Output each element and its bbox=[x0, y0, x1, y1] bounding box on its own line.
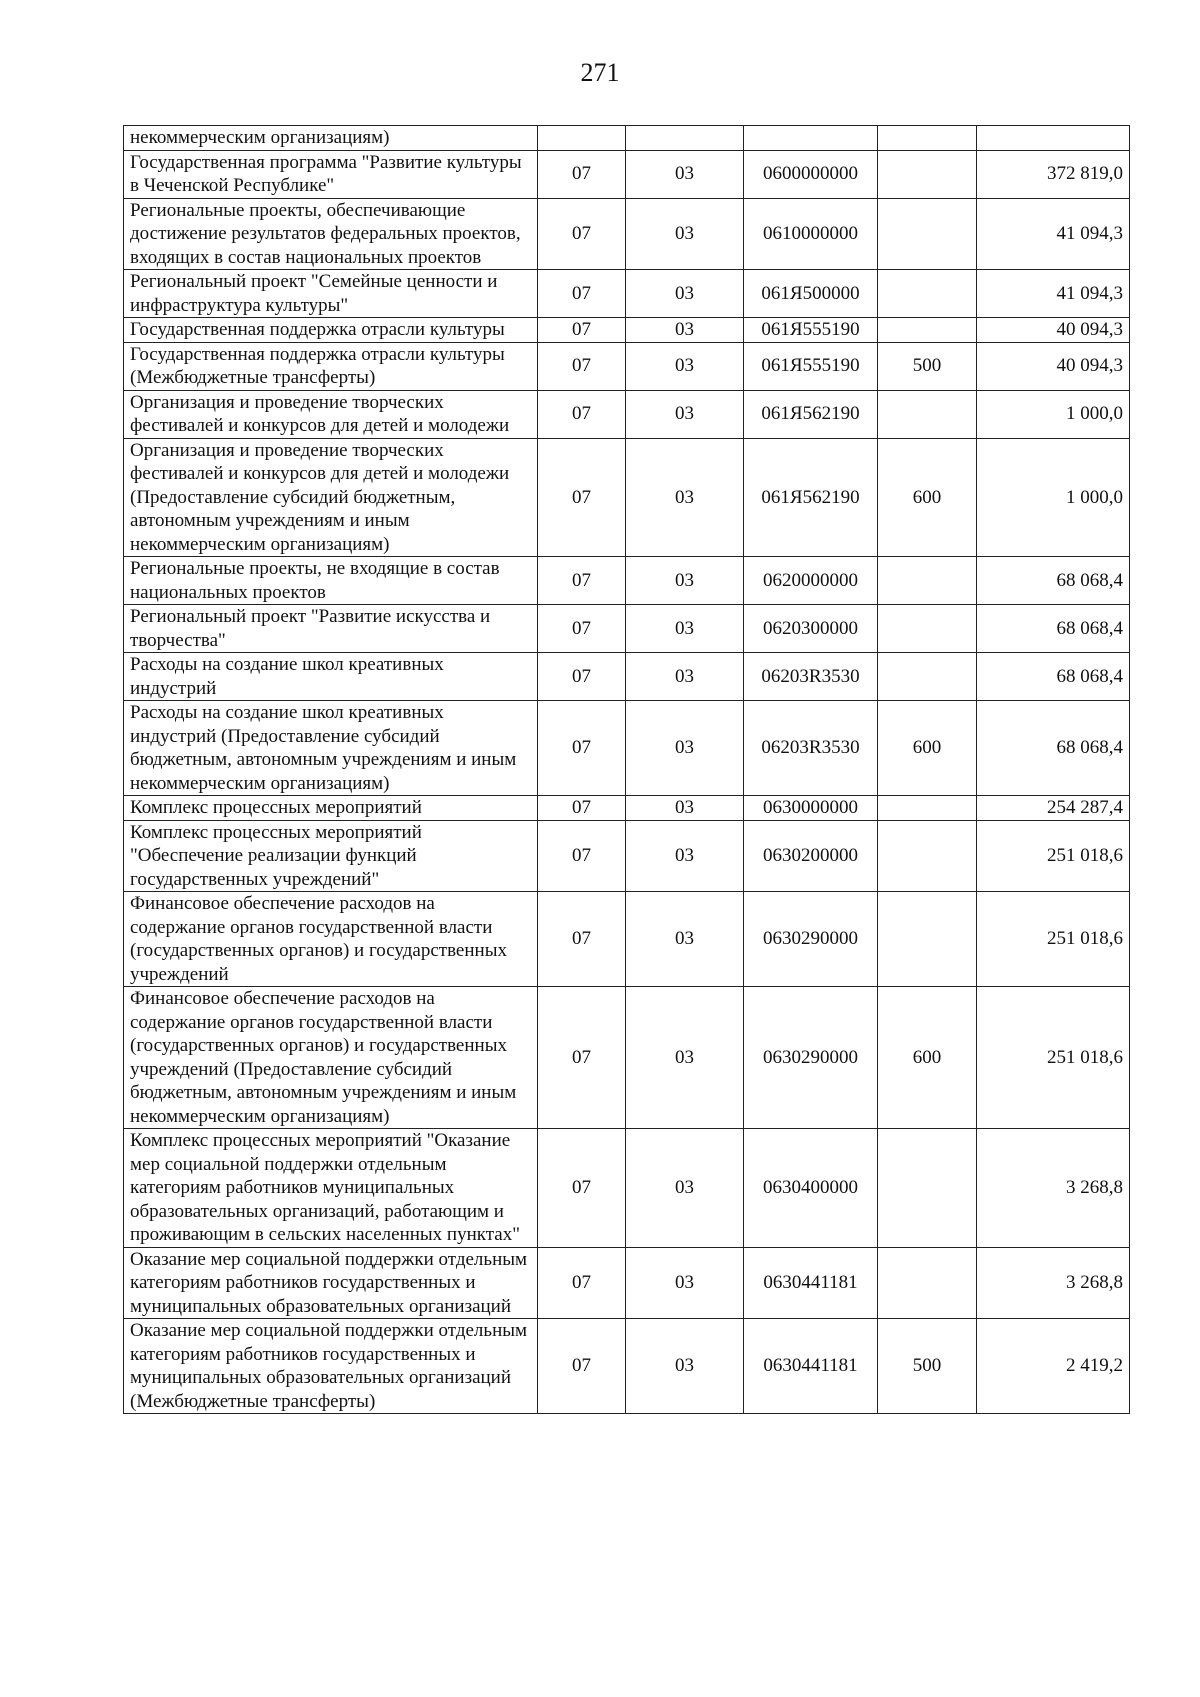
row-subsection-cell: 03 bbox=[626, 1129, 744, 1248]
row-amount-cell: 68 068,4 bbox=[977, 605, 1130, 653]
row-amount-cell: 251 018,6 bbox=[977, 820, 1130, 892]
row-name-cell: Финансовое обеспечение расходов на содержание органов государственной власти (государственных органов) и государственных учреждений (Предоставление субсидий бюджетным, автономным учреждениям и иным некоммерческим организациям) bbox=[124, 987, 538, 1129]
row-target-article-cell: 0610000000 bbox=[744, 198, 878, 270]
table-row bbox=[124, 318, 1130, 343]
table-row bbox=[124, 342, 1130, 390]
row-name-cell: Комплекс процессных мероприятий bbox=[124, 796, 538, 821]
row-target-article-cell: 0630000000 bbox=[744, 796, 878, 821]
row-name-cell: Региональные проекты, обеспечивающие достижение результатов федеральных проектов, входящих в состав национальных проектов bbox=[124, 198, 538, 270]
row-expense-type-cell: 500 bbox=[878, 342, 977, 390]
row-target-article-cell: 0630441181 bbox=[744, 1247, 878, 1319]
row-name-cell: Оказание мер социальной поддержки отдельным категориям работников государственных и муниципальных образовательных организаций (Межбюджетные трансферты) bbox=[124, 1319, 538, 1414]
row-expense-type-cell bbox=[878, 198, 977, 270]
row-amount-cell: 68 068,4 bbox=[977, 701, 1130, 796]
row-amount-cell: 254 287,4 bbox=[977, 796, 1130, 821]
budget-table-body bbox=[124, 126, 1130, 1414]
table-row bbox=[124, 987, 1130, 1129]
table-row bbox=[124, 150, 1130, 198]
table-row bbox=[124, 820, 1130, 892]
row-amount-cell bbox=[977, 126, 1130, 151]
row-target-article-cell bbox=[744, 126, 878, 151]
row-subsection-cell: 03 bbox=[626, 198, 744, 270]
row-expense-type-cell bbox=[878, 796, 977, 821]
row-name-cell: Оказание мер социальной поддержки отдельным категориям работников государственных и муниципальных образовательных организаций bbox=[124, 1247, 538, 1319]
table-row bbox=[124, 557, 1130, 605]
table-row bbox=[124, 1319, 1130, 1414]
table-row bbox=[124, 1129, 1130, 1248]
row-amount-cell: 251 018,6 bbox=[977, 892, 1130, 987]
table-row bbox=[124, 701, 1130, 796]
table-row bbox=[124, 198, 1130, 270]
row-expense-type-cell bbox=[878, 557, 977, 605]
row-section-cell: 07 bbox=[538, 1247, 626, 1319]
row-amount-cell: 3 268,8 bbox=[977, 1129, 1130, 1248]
row-expense-type-cell bbox=[878, 390, 977, 438]
row-amount-cell: 40 094,3 bbox=[977, 342, 1130, 390]
table-row bbox=[124, 605, 1130, 653]
row-subsection-cell: 03 bbox=[626, 796, 744, 821]
row-subsection-cell: 03 bbox=[626, 820, 744, 892]
row-subsection-cell: 03 bbox=[626, 390, 744, 438]
row-target-article-cell: 061Я562190 bbox=[744, 390, 878, 438]
row-section-cell: 07 bbox=[538, 653, 626, 701]
row-section-cell: 07 bbox=[538, 892, 626, 987]
row-amount-cell: 251 018,6 bbox=[977, 987, 1130, 1129]
row-section-cell: 07 bbox=[538, 701, 626, 796]
row-expense-type-cell: 600 bbox=[878, 701, 977, 796]
row-name-cell: Расходы на создание школ креативных индустрий (Предоставление субсидий бюджетным, автономным учреждениям и иным некоммерческим организациям) bbox=[124, 701, 538, 796]
row-amount-cell: 372 819,0 bbox=[977, 150, 1130, 198]
row-amount-cell: 41 094,3 bbox=[977, 198, 1130, 270]
row-name-cell: Организация и проведение творческих фестивалей и конкурсов для детей и молодежи (Предоставление субсидий бюджетным, автономным учреждениям и иным некоммерческим организациям) bbox=[124, 438, 538, 557]
row-expense-type-cell bbox=[878, 892, 977, 987]
budget-table bbox=[123, 125, 1130, 1414]
row-amount-cell: 1 000,0 bbox=[977, 390, 1130, 438]
row-target-article-cell: 06203R3530 bbox=[744, 653, 878, 701]
row-subsection-cell: 03 bbox=[626, 270, 744, 318]
row-target-article-cell: 0620000000 bbox=[744, 557, 878, 605]
row-name-cell: Региональный проект "Развитие искусства и творчества" bbox=[124, 605, 538, 653]
row-target-article-cell: 0600000000 bbox=[744, 150, 878, 198]
row-expense-type-cell bbox=[878, 820, 977, 892]
row-name-cell: Расходы на создание школ креативных индустрий bbox=[124, 653, 538, 701]
row-name-cell: Региональный проект "Семейные ценности и инфраструктура культуры" bbox=[124, 270, 538, 318]
row-section-cell: 07 bbox=[538, 557, 626, 605]
row-target-article-cell: 061Я555190 bbox=[744, 342, 878, 390]
table-row bbox=[124, 270, 1130, 318]
row-subsection-cell: 03 bbox=[626, 342, 744, 390]
row-subsection-cell: 03 bbox=[626, 987, 744, 1129]
row-target-article-cell: 0620300000 bbox=[744, 605, 878, 653]
row-section-cell: 07 bbox=[538, 820, 626, 892]
row-subsection-cell: 03 bbox=[626, 892, 744, 987]
row-name-cell: некоммерческим организациям) bbox=[124, 126, 538, 151]
table-row bbox=[124, 796, 1130, 821]
row-section-cell: 07 bbox=[538, 1129, 626, 1248]
row-name-cell: Государственная поддержка отрасли культуры bbox=[124, 318, 538, 343]
row-expense-type-cell bbox=[878, 653, 977, 701]
row-target-article-cell: 0630290000 bbox=[744, 987, 878, 1129]
row-expense-type-cell: 600 bbox=[878, 438, 977, 557]
row-expense-type-cell bbox=[878, 1129, 977, 1248]
row-subsection-cell: 03 bbox=[626, 1247, 744, 1319]
row-section-cell bbox=[538, 126, 626, 151]
row-section-cell: 07 bbox=[538, 987, 626, 1129]
row-amount-cell: 2 419,2 bbox=[977, 1319, 1130, 1414]
row-subsection-cell: 03 bbox=[626, 318, 744, 343]
row-expense-type-cell bbox=[878, 126, 977, 151]
row-expense-type-cell bbox=[878, 605, 977, 653]
row-subsection-cell: 03 bbox=[626, 557, 744, 605]
row-section-cell: 07 bbox=[538, 605, 626, 653]
row-subsection-cell: 03 bbox=[626, 701, 744, 796]
row-expense-type-cell bbox=[878, 1247, 977, 1319]
row-amount-cell: 40 094,3 bbox=[977, 318, 1130, 343]
row-subsection-cell: 03 bbox=[626, 150, 744, 198]
table-row bbox=[124, 892, 1130, 987]
row-amount-cell: 68 068,4 bbox=[977, 557, 1130, 605]
row-amount-cell: 3 268,8 bbox=[977, 1247, 1130, 1319]
table-row bbox=[124, 390, 1130, 438]
row-subsection-cell: 03 bbox=[626, 653, 744, 701]
row-subsection-cell: 03 bbox=[626, 1319, 744, 1414]
table-row bbox=[124, 126, 1130, 151]
row-section-cell: 07 bbox=[538, 342, 626, 390]
row-expense-type-cell: 600 bbox=[878, 987, 977, 1129]
row-name-cell: Комплекс процессных мероприятий "Обеспечение реализации функций государственных учреждений" bbox=[124, 820, 538, 892]
row-expense-type-cell bbox=[878, 270, 977, 318]
row-amount-cell: 41 094,3 bbox=[977, 270, 1130, 318]
row-target-article-cell: 06203R3530 bbox=[744, 701, 878, 796]
row-target-article-cell: 0630290000 bbox=[744, 892, 878, 987]
row-expense-type-cell bbox=[878, 318, 977, 343]
row-subsection-cell: 03 bbox=[626, 438, 744, 557]
row-section-cell: 07 bbox=[538, 270, 626, 318]
row-section-cell: 07 bbox=[538, 318, 626, 343]
table-row bbox=[124, 438, 1130, 557]
row-expense-type-cell: 500 bbox=[878, 1319, 977, 1414]
row-name-cell: Организация и проведение творческих фестивалей и конкурсов для детей и молодежи bbox=[124, 390, 538, 438]
table-row bbox=[124, 653, 1130, 701]
row-name-cell: Комплекс процессных мероприятий "Оказание мер социальной поддержки отдельным категориям работников муниципальных образовательных организаций, работающим и проживающим в сельских населенных пунктах" bbox=[124, 1129, 538, 1248]
row-name-cell: Финансовое обеспечение расходов на содержание органов государственной власти (государственных органов) и государственных учреждений bbox=[124, 892, 538, 987]
row-amount-cell: 1 000,0 bbox=[977, 438, 1130, 557]
page-number: 271 bbox=[580, 58, 620, 87]
row-subsection-cell bbox=[626, 126, 744, 151]
row-target-article-cell: 061Я562190 bbox=[744, 438, 878, 557]
row-amount-cell: 68 068,4 bbox=[977, 653, 1130, 701]
row-section-cell: 07 bbox=[538, 198, 626, 270]
row-target-article-cell: 061Я555190 bbox=[744, 318, 878, 343]
table-row bbox=[124, 1247, 1130, 1319]
row-target-article-cell: 0630400000 bbox=[744, 1129, 878, 1248]
row-subsection-cell: 03 bbox=[626, 605, 744, 653]
row-target-article-cell: 0630441181 bbox=[744, 1319, 878, 1414]
row-name-cell: Государственная поддержка отрасли культуры (Межбюджетные трансферты) bbox=[124, 342, 538, 390]
row-section-cell: 07 bbox=[538, 438, 626, 557]
row-target-article-cell: 061Я500000 bbox=[744, 270, 878, 318]
row-target-article-cell: 0630200000 bbox=[744, 820, 878, 892]
row-section-cell: 07 bbox=[538, 390, 626, 438]
row-section-cell: 07 bbox=[538, 1319, 626, 1414]
row-section-cell: 07 bbox=[538, 150, 626, 198]
row-name-cell: Региональные проекты, не входящие в состав национальных проектов bbox=[124, 557, 538, 605]
row-section-cell: 07 bbox=[538, 796, 626, 821]
row-expense-type-cell bbox=[878, 150, 977, 198]
row-name-cell: Государственная программа "Развитие культуры в Чеченской Республике" bbox=[124, 150, 538, 198]
